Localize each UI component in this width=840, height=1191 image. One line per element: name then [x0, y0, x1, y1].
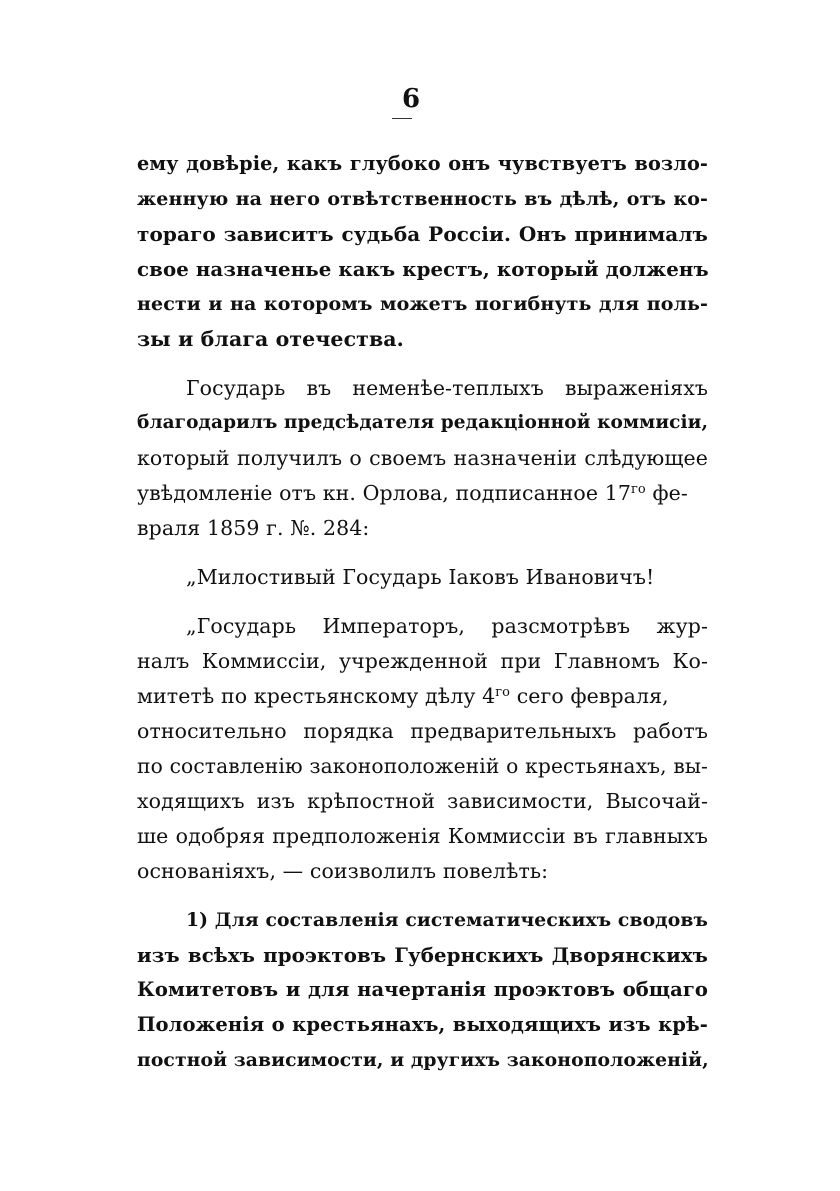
text-line: Положенія о крестьянахъ, выходящихъ изъ крѣ-: [137, 1013, 708, 1036]
text-line: Государь въ неменѣе-теплыхъ выраженіяхъ: [186, 376, 708, 400]
text-line: зы и блага отечества.: [137, 327, 404, 351]
text-segment: митетѣ по крестьянскому дѣлу 4: [137, 684, 496, 708]
text-line: тораго зависитъ судьба Россіи. Онъ принималъ: [137, 222, 708, 246]
salutation-line: „Милостивый Государь Іаковъ Ивановичъ!: [186, 565, 655, 589]
text-segment: фе-: [645, 481, 688, 505]
text-line: [137, 476, 708, 510]
text-line: свое назначенье какъ крестъ, который долженъ: [137, 257, 709, 281]
text-line: ему довѣріе, какъ глубоко онъ чувствуетъ возло-: [137, 152, 708, 175]
text-line: основаніяхъ, — соизволилъ повелѣть:: [137, 859, 549, 883]
text-segment: увѣдомленіе отъ кн. Орлова, подписанное 17: [137, 481, 631, 505]
ordinal-superscript: го: [631, 482, 646, 497]
text-line: который получилъ о своемъ назначеніи слѣдующее: [137, 446, 708, 470]
page-number-rule: [392, 118, 412, 119]
text-line: Комитетовъ и для начертанія проэктовъ общаго: [137, 978, 708, 1001]
text-line: [137, 679, 708, 713]
ordinal-superscript: го: [495, 685, 511, 700]
text-line: нести и на которомъ можетъ погибнуть для поль-: [137, 293, 708, 315]
text-line: относительно порядка предварительныхъ работъ: [137, 719, 708, 743]
text-line: постной зависимости, и другихъ законоположеній,: [137, 1049, 709, 1071]
text-line: налъ Коммиссіи, учрежденной при Главномъ Ко-: [137, 649, 708, 673]
page-number: 6: [402, 84, 421, 114]
text-line: ше одобряя предположенія Коммиссіи въ главныхъ: [137, 824, 708, 848]
text-line: враля 1859 г. №. 284:: [137, 516, 370, 540]
text-line: „Государь Императоръ, разсмотрѣвъ жур-: [186, 614, 708, 638]
text-line: по составленію законоположеній о крестьянахъ, вы-: [137, 754, 708, 778]
text-line: 1) Для составленія систематическихъ сводовъ: [186, 909, 708, 931]
text-line: женную на него отвѣтственность въ дѣлѣ, отъ ко-: [137, 188, 708, 210]
text-segment: сего февраля,: [510, 684, 669, 708]
text-line: благодарилъ предсѣдателя редакціонной коммисіи,: [137, 412, 708, 433]
text-line: изъ всѣхъ проэктовъ Губернскихъ Дворянскихъ: [137, 943, 708, 967]
text-line: ходящихъ изъ крѣпостной зависимости, Высочай-: [137, 789, 708, 813]
